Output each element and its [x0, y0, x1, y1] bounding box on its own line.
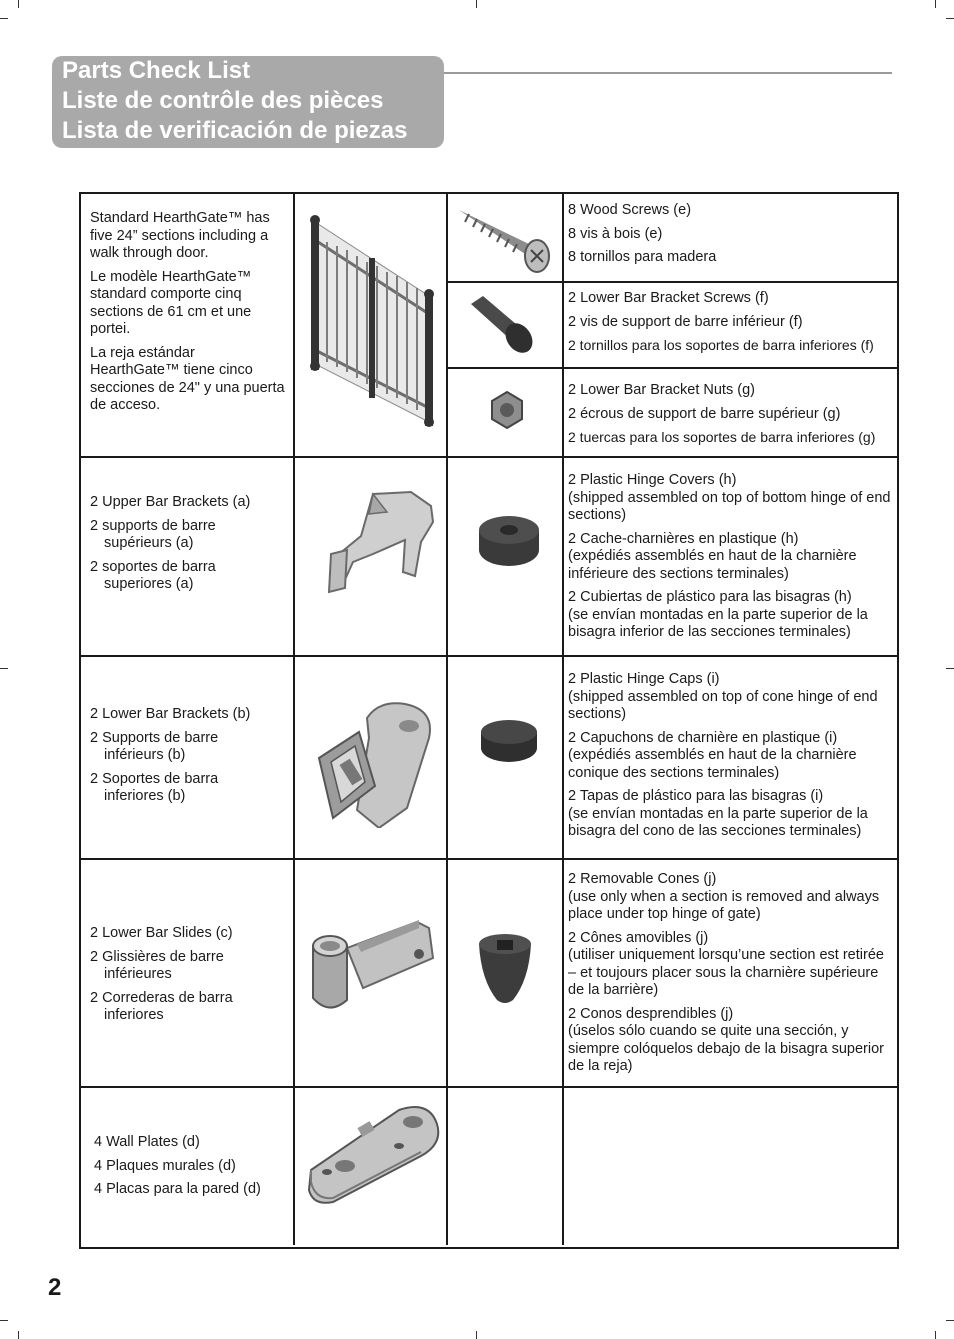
upper-brackets-es: 2 soportes de barra superiores (a)	[90, 558, 216, 592]
wood-screw-image	[455, 204, 555, 276]
desc-english: Standard HearthGate™ has five 24” sections including a walk through door.	[90, 210, 270, 261]
crop-mark	[946, 668, 954, 669]
bracket-screws-text	[568, 290, 898, 361]
removable-cones-text	[568, 871, 896, 1082]
hinge-covers-es: 2 Cubiertas de plástico para las bisagras (h) (se envían montadas en la parte superior de la bisagra inferior de las secciones terminales)	[568, 589, 868, 640]
bracket-screws-en: 2 Lower Bar Bracket Screws (f)	[568, 290, 769, 306]
bracket-nut-image	[489, 390, 525, 430]
crop-mark	[18, 0, 19, 8]
hinge-covers-en: 2 Plastic Hinge Covers (h) (shipped assembled on top of bottom hinge of end sections)	[568, 472, 891, 523]
title-spanish: Lista de verificación de piezas	[62, 117, 408, 144]
lower-slides-fr: 2 Glissières de barre inférieures	[90, 948, 224, 982]
hearthgate-image	[307, 212, 439, 432]
title-french: Liste de contrôle des pièces	[62, 87, 384, 114]
row-divider	[81, 858, 897, 860]
wood-screws-en: 8 Wood Screws (e)	[568, 202, 692, 218]
bracket-nuts-es: 2 tuercas para los soportes de barra inferiores (g)	[568, 429, 876, 445]
hinge-cap-image	[477, 716, 541, 766]
lower-brackets-text	[90, 706, 288, 812]
bracket-nuts-fr: 2 écrous de support de barre supérieur (g)	[568, 405, 841, 422]
parts-table	[79, 192, 899, 1249]
row-divider	[81, 1086, 897, 1088]
hinge-covers-text	[568, 472, 896, 648]
crop-mark	[0, 1320, 8, 1321]
lower-slides-en: 2 Lower Bar Slides (c)	[90, 925, 233, 941]
upper-brackets-en: 2 Upper Bar Brackets (a)	[90, 494, 251, 510]
bracket-screws-es: 2 tornillos para los soportes de barra inferiores (f)	[568, 337, 874, 353]
lower-bracket-image	[309, 698, 439, 828]
wall-plates-text	[94, 1134, 290, 1205]
bracket-nuts-text	[568, 382, 898, 453]
sub-row-divider	[446, 281, 897, 283]
row1-description	[90, 210, 288, 421]
wall-plates-fr: 4 Plaques murales (d)	[94, 1157, 236, 1174]
sub-row-divider	[446, 367, 897, 369]
removable-cones-es: 2 Conos desprendibles (j) (úselos sólo cuando se quite una sección, y siempre colóquelos debajo de la bisagra superior de la reja)	[568, 1005, 884, 1074]
upper-brackets-text	[90, 494, 288, 600]
row-divider	[81, 655, 897, 657]
hinge-cover-image	[475, 512, 543, 570]
lower-brackets-es: 2 Soportes de barra inferiores (b)	[90, 770, 219, 804]
hinge-caps-en: 2 Plastic Hinge Caps (i) (shipped assembled on top of cone hinge of end sections)	[568, 671, 878, 722]
crop-mark	[946, 18, 954, 19]
wall-plates-en: 4 Wall Plates (d)	[94, 1134, 200, 1150]
wood-screws-fr: 8 vis à bois (e)	[568, 225, 663, 242]
hinge-caps-text	[568, 671, 896, 847]
wall-plate-image	[303, 1100, 443, 1204]
header-rule	[444, 72, 892, 74]
crop-mark	[476, 1331, 477, 1339]
bracket-nuts-en: 2 Lower Bar Bracket Nuts (g)	[568, 382, 755, 398]
lower-slides-es: 2 Correderas de barra inferiores	[90, 989, 233, 1023]
hinge-caps-fr: 2 Capuchons de charnière en plastique (i) (expédiés assemblés en haut de la charnière conique des sections terminales)	[568, 729, 857, 781]
desc-french: Le modèle HearthGate™ standard comporte cinq sections de 61 cm et une portei.	[90, 268, 252, 337]
page-number: 2	[48, 1274, 62, 1301]
title-english: Parts Check List	[62, 57, 251, 84]
lower-slides-text	[90, 925, 288, 1031]
wall-plates-es: 4 Placas para la pared (d)	[94, 1181, 261, 1197]
desc-spanish: La reja estándar HearthGate™ tiene cinco secciones de 24" y una puerta de acceso.	[90, 344, 285, 413]
crop-mark	[946, 1320, 954, 1321]
crop-mark	[935, 0, 936, 8]
hinge-covers-fr: 2 Cache-charnières en plastique (h) (expédiés assemblés en haut de la charnière inférieure des sections terminales)	[568, 530, 857, 582]
crop-mark	[476, 0, 477, 8]
header-banner	[52, 56, 444, 148]
upper-bracket-image	[313, 484, 443, 614]
bracket-screws-fr: 2 vis de support de barre inférieur (f)	[568, 313, 803, 330]
hinge-caps-es: 2 Tapas de plástico para las bisagras (i) (se envían montadas en la parte superior de la bisagra del cono de las secciones terminales)	[568, 788, 868, 839]
bracket-screw-image	[465, 294, 545, 356]
wood-screws-text	[568, 202, 898, 273]
wood-screws-es: 8 tornillos para madera	[568, 249, 717, 265]
removable-cone-image	[475, 930, 535, 1006]
lower-slide-image	[307, 918, 443, 1018]
removable-cones-fr: 2 Cônes amovibles (j) (utiliser uniquement lorsqu’une section est retirée – et toujours placer sous la charnière supérieure de la barrière)	[568, 929, 884, 998]
row-divider	[81, 456, 897, 458]
crop-mark	[0, 668, 8, 669]
crop-mark	[935, 1331, 936, 1339]
crop-mark	[18, 1331, 19, 1339]
lower-brackets-fr: 2 Supports de barre inférieurs (b)	[90, 729, 219, 763]
lower-brackets-en: 2 Lower Bar Brackets (b)	[90, 706, 251, 722]
upper-brackets-fr: 2 supports de barre supérieurs (a)	[90, 517, 216, 551]
removable-cones-en: 2 Removable Cones (j) (use only when a section is removed and always place under top hinge of gate)	[568, 871, 880, 922]
crop-mark	[0, 18, 8, 19]
